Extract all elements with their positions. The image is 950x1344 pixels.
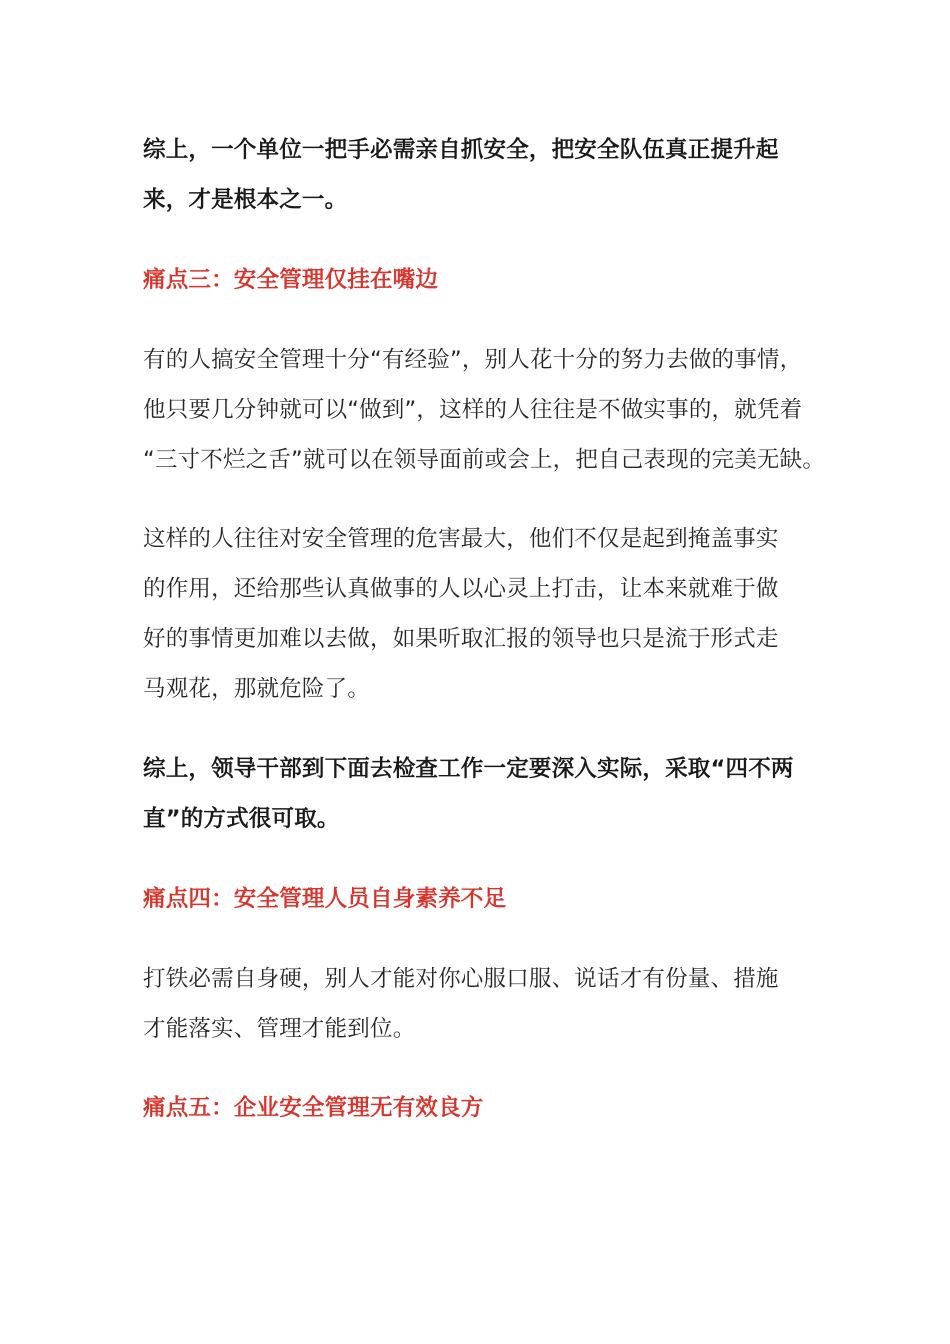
paragraph-2-line-3: 好的事情更加难以去做，如果听取汇报的领导也只是流于形式走: [143, 626, 779, 652]
summary-1-line-1: 综上，一个单位一把手必需亲自抓安全，把安全队伍真正提升起: [143, 137, 779, 163]
paragraph-2-line-4: 马观花，那就危险了。: [143, 676, 371, 702]
paragraph-2-line-2: 的作用，还给那些认真做事的人以心灵上打击，让本来就难于做: [143, 576, 779, 602]
paragraph-3-line-1: 打铁必需自身硬，别人才能对你心服口服、说话才有份量、措施: [143, 966, 779, 992]
paragraph-1-line-2: 他只要几分钟就可以“做到”，这样的人往往是不做实事的，就凭着: [143, 397, 803, 423]
paragraph-1-line-1: 有的人搞安全管理十分“有经验”，别人花十分的努力去做的事情，: [143, 347, 803, 373]
paragraph-2-line-1: 这样的人往往对安全管理的危害最大，他们不仅是起到掩盖事实: [143, 526, 779, 552]
paragraph-1-line-3: “三寸不烂之舌”就可以在领导面前或会上，把自己表现的完美无缺。: [143, 447, 826, 473]
section-heading-4: 痛点四：安全管理人员自身素养不足: [143, 886, 507, 912]
section-heading-5: 痛点五：企业安全管理无有效良方: [143, 1095, 484, 1121]
summary-1-line-2: 来，才是根本之一。: [143, 187, 348, 213]
paragraph-3-line-2: 才能落实、管理才能到位。: [143, 1016, 416, 1042]
summary-2-line-2: 直”的方式很可取。: [143, 806, 340, 832]
summary-2-line-1: 综上，领导干部到下面去检查工作一定要深入实际，采取“四不两: [143, 756, 794, 782]
section-heading-3: 痛点三：安全管理仅挂在嘴边: [143, 267, 439, 293]
